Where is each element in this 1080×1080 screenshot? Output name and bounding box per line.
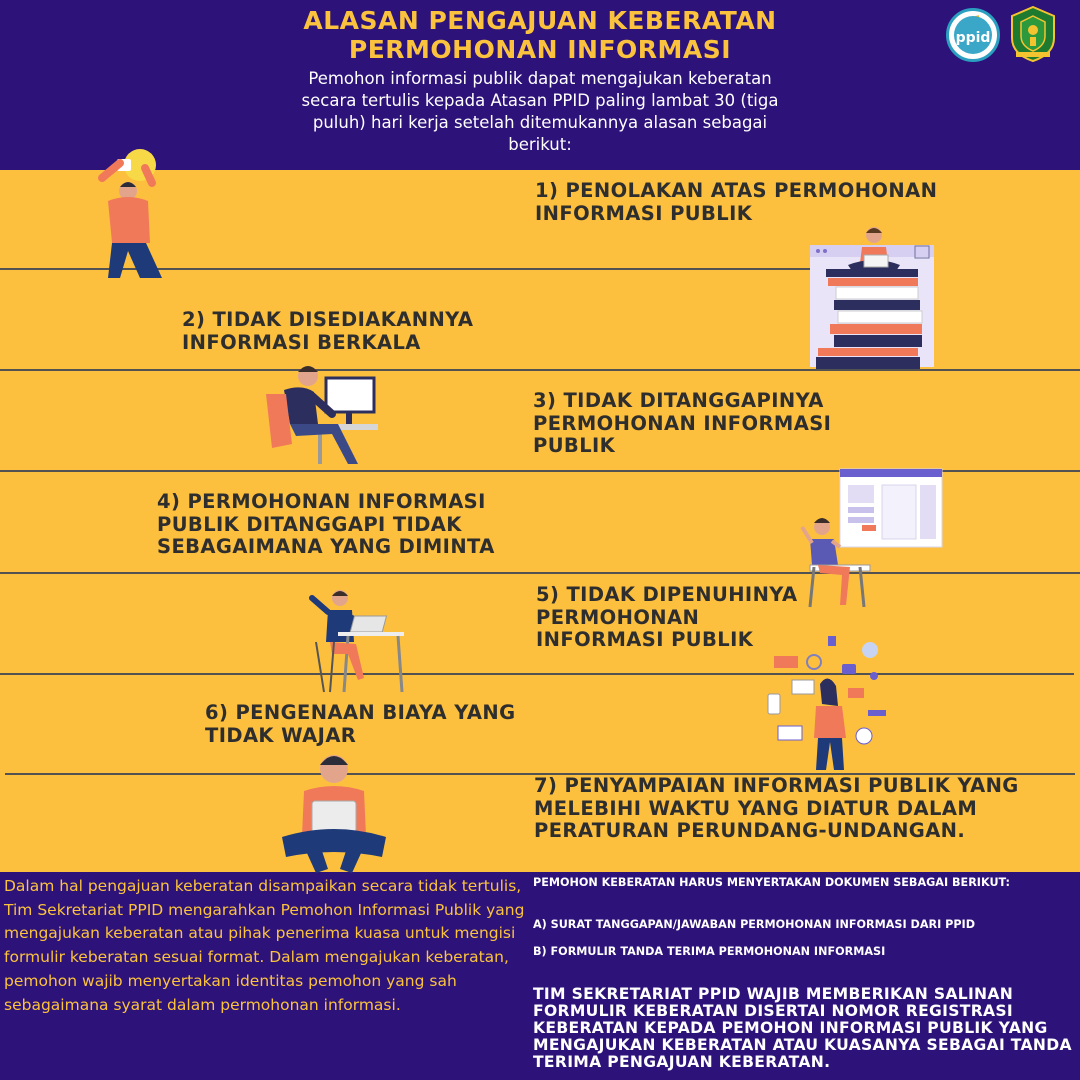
reason-1: 1) PENOLAKAN ATAS PERMOHONAN INFORMASI PUBLIK bbox=[535, 179, 938, 225]
document-b: B) FORMULIR TANDA TERIMA PERMOHONAN INFORMASI bbox=[533, 945, 886, 958]
reason-5: 5) TIDAK DIPENUHINYA PERMOHONAN INFORMASI PUBLIK bbox=[536, 583, 798, 651]
reason-7: 7) PENYAMPAIAN INFORMASI PUBLIK YANG MELEBIHI WAKTU YANG DIATUR DALAM PERATURAN PERUNDANG-UNDANGAN. bbox=[534, 774, 1019, 842]
footer-left-text: Dalam hal pengajuan keberatan disampaikan secara tidak tertulis, Tim Sekretariat PPID mengarahkan Pemohon Informasi Publik yang mengajukan keberatan atau pihak penerima kuasa untuk mengisi formulir keberatan sesuai format. Dalam mengajukan keberatan, pemohon wajib menyertakan identitas pemohon yang sah sebagaimana syarat dalam permohonan informasi. bbox=[4, 877, 525, 1014]
documents-intro: PEMOHON KEBERATAN HARUS MENYERTAKAN DOKUMEN SEBAGAI BERIKUT: bbox=[533, 876, 1011, 889]
person-laptop-desk-illustration bbox=[308, 588, 404, 696]
person-at-computer-illustration bbox=[262, 364, 384, 464]
page-subtitle: Pemohon informasi publik dapat mengajukan keberatan secara tertulis kepada Atasan PPID paling lambat 30 (tiga puluh) hari kerja setelah ditemukannya alasan sebagai berikut: bbox=[301, 69, 779, 154]
person-sitting-laptop-illustration bbox=[276, 751, 392, 875]
reason-2: 2) TIDAK DISEDIAKANNYA INFORMASI BERKALA bbox=[182, 308, 474, 354]
ppid-logo bbox=[946, 8, 1000, 62]
reason-4: 4) PERMOHONAN INFORMASI PUBLIK DITANGGAPI TIDAK SEBAGAIMANA YANG DIMINTA bbox=[157, 490, 495, 558]
reason-6: 6) PENGENAAN BIAYA YANG TIDAK WAJAR bbox=[205, 701, 516, 747]
page-title: ALASAN PENGAJUAN KEBERATAN PERMOHONAN INFORMASI bbox=[303, 6, 777, 64]
ppid-logo-text: ppid bbox=[954, 16, 992, 54]
person-lightbulb-illustration bbox=[90, 143, 180, 283]
reason-3: 3) TIDAK DITANGGAPINYA PERMOHONAN INFORMASI PUBLIK bbox=[533, 389, 832, 457]
final-note: TIM SEKRETARIAT PPID WAJIB MEMBERIKAN SALINAN FORMULIR KEBERATAN DISERTAI NOMOR REGISTRASI KEBERATAN KEPADA PEMOHON INFORMASI PUBLIK YANG MENGAJUKAN KEBERATAN ATAU KUASANYA SEBAGAI TANDA TERIMA PENGAJUAN KEBERATAN. bbox=[533, 985, 1072, 1071]
person-dashboard-illustration bbox=[800, 467, 945, 612]
government-seal-icon bbox=[1010, 6, 1056, 62]
person-on-books-illustration bbox=[808, 225, 940, 385]
person-notifications-illustration bbox=[766, 632, 890, 772]
document-a: A) SURAT TANGGAPAN/JAWABAN PERMOHONAN INFORMASI DARI PPID bbox=[533, 918, 975, 931]
divider bbox=[0, 673, 1074, 675]
